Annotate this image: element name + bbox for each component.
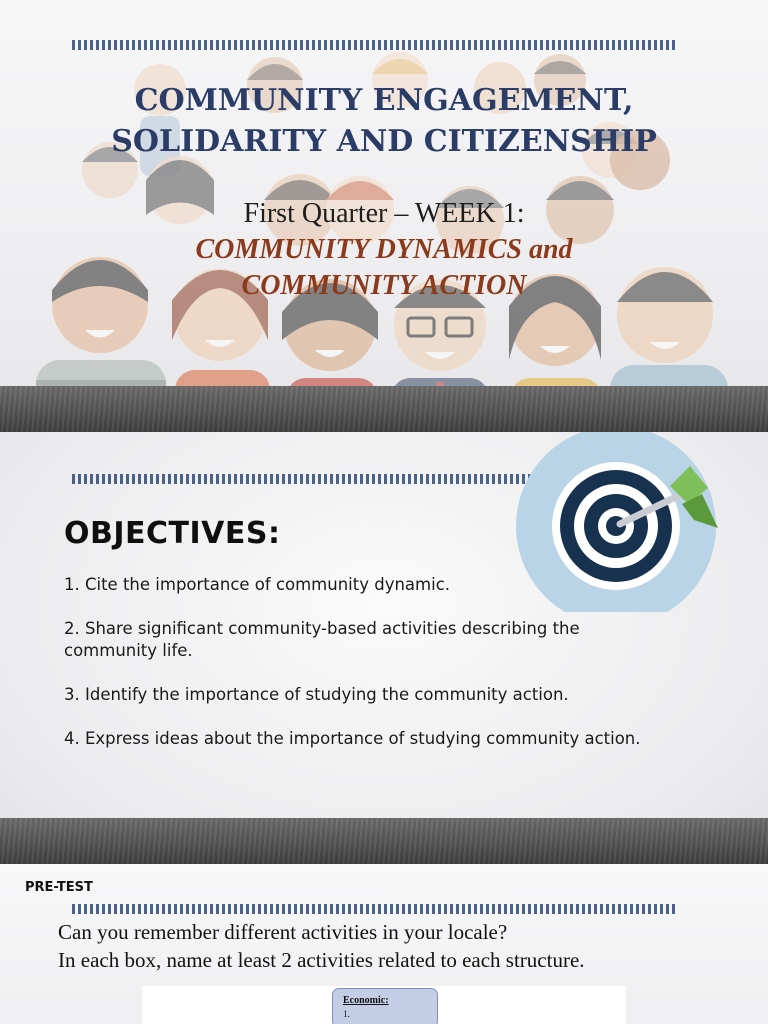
pretest-label: PRE-TEST <box>25 880 93 895</box>
decorative-stripe-pretest <box>72 904 678 914</box>
slide-subtitle <box>0 232 768 304</box>
economic-box <box>332 988 438 1024</box>
concrete-footer-band <box>0 818 768 864</box>
objective-item: 1. Cite the importance of community dynamic. <box>64 575 451 594</box>
subtitle-line-1: COMMUNITY DYNAMICS and <box>195 234 573 265</box>
economic-box-title: Economic: <box>343 995 389 1006</box>
economic-box-item: 1. <box>343 1009 350 1019</box>
pretest-question-line-2: In each box, name at least 2 activities related to each structure. <box>58 948 585 972</box>
title-line-2: SOLIDARITY AND CITIZENSHIP <box>111 124 657 159</box>
objective-item: 4. Express ideas about the importance of studying community action. <box>64 729 641 748</box>
objective-item: 3. Identify the importance of studying the community action. <box>64 685 569 704</box>
pretest-instructions <box>58 918 738 974</box>
subtitle-line-2: COMMUNITY ACTION <box>241 270 527 301</box>
title-slide <box>0 0 768 432</box>
decorative-stripe-top <box>72 40 678 50</box>
pretest-question-line-1: Can you remember different activities in your locale? <box>58 920 508 944</box>
objectives-slide <box>0 432 768 864</box>
decorative-stripe-objectives <box>72 474 542 484</box>
objectives-list <box>64 574 664 772</box>
slide-title <box>0 80 768 162</box>
worksheet-area <box>142 986 626 1024</box>
week-label: First Quarter – WEEK 1: <box>243 198 525 229</box>
objective-item: 2. Share significant community-based activities describing the community life. <box>64 619 580 660</box>
pretest-slide <box>0 864 768 1024</box>
concrete-footer-band <box>0 386 768 432</box>
objectives-heading: OBJECTIVES: <box>64 516 281 551</box>
title-line-1: COMMUNITY ENGAGEMENT, <box>134 83 634 118</box>
